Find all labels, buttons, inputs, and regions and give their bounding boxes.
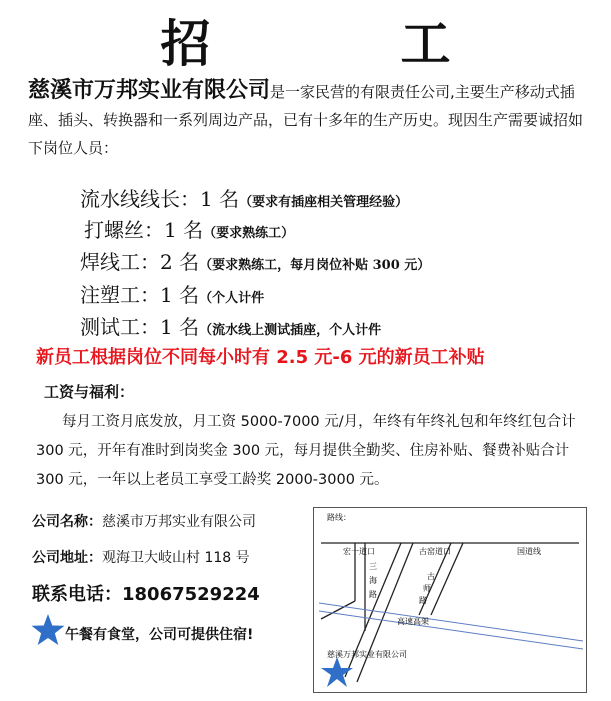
wage-heading: 工资与福利： <box>44 383 135 401</box>
map-label-company: 慈溪万邦实业有限公司 <box>327 650 407 659</box>
position-count: 1 名 <box>160 315 200 339</box>
position-note: （要求有插座相关管理经验） <box>239 195 409 210</box>
address-value: 观海卫大岐山村 118 号 <box>102 550 250 566</box>
position-count: 1 名 <box>200 187 240 211</box>
position-note: （流水线上测试插座，个人计件 <box>199 323 382 338</box>
meal-note: 午餐有食堂，公司可提供住宿! <box>65 627 254 643</box>
subsidy-notice: 新员工根据岗位不同每小时有 2.5 元-6 元的新员工补贴 <box>36 347 485 368</box>
position-note: （要求熟练工，每月岗位补贴 300 元） <box>199 258 431 273</box>
position-note: （个人计件 <box>199 291 265 306</box>
map-label-intersection1: 宏一道口 <box>343 547 375 556</box>
position-name: 注塑工： <box>80 283 160 307</box>
star-icon <box>30 613 66 647</box>
position-count: 1 名 <box>160 283 200 307</box>
company-name-intro: 慈溪市万邦实业有限公司 <box>28 77 271 103</box>
position-count: 2 名 <box>160 250 200 274</box>
address-row <box>32 547 250 567</box>
intro-paragraph <box>28 76 588 162</box>
phone-label: 联系电话： <box>32 584 122 605</box>
position-name: 打螺丝： <box>84 218 164 242</box>
position-tester <box>80 311 381 340</box>
position-name: 焊线工： <box>80 250 160 274</box>
intro-text: 是一家民营的有限责任公司,主要生产移动式插座、插头、转换器和一系列周边产品，已有十多年的生产历史。现因生产需要诚招如下岗位人员： <box>28 83 584 157</box>
position-count: 1 名 <box>164 218 204 242</box>
map-label-gushi-3: 路 <box>419 596 427 605</box>
position-note: （要求熟练工） <box>203 226 295 241</box>
position-name: 测试工： <box>80 315 160 339</box>
position-injection <box>80 279 264 308</box>
page-title: 招 工 <box>160 14 521 73</box>
company-label: 公司名称： <box>32 514 102 530</box>
map-label-intersection2: 古窑道口 <box>419 547 451 556</box>
position-welder <box>80 246 430 275</box>
map-label-gushi-1: 古 <box>427 572 435 581</box>
map-label-gushi-2: 师 <box>423 584 431 593</box>
map-label-sanhai-3: 路 <box>369 590 377 599</box>
map-title: 路线： <box>327 513 351 522</box>
map-label-sanhai-2: 海 <box>369 576 377 585</box>
address-label: 公司地址： <box>32 550 102 566</box>
phone-value: 18067529224 <box>122 584 260 605</box>
position-name: 流水线线长： <box>80 187 200 211</box>
wage-body: 每月工资月底发放，月工资 5000-7000 元/月，年终有年终礼包和年终红包合计 300 元，开年有准时到岗奖金 300 元，每月提供全勤奖、住房补贴、餐费补贴合计 300 元，一年以上老员工享受工龄奖 2000-3000 元。 <box>36 414 576 488</box>
phone-row <box>32 580 260 606</box>
map-label-national-road: 国道线 <box>517 547 541 556</box>
route-map <box>313 507 587 693</box>
position-screw <box>84 214 294 243</box>
position-line-leader <box>80 183 408 212</box>
map-label-sanhai-1: 三 <box>369 562 377 571</box>
company-name-row <box>32 511 256 531</box>
company-value: 慈溪市万邦实业有限公司 <box>102 514 256 530</box>
map-label-expressway: 高速高架 <box>397 617 429 626</box>
